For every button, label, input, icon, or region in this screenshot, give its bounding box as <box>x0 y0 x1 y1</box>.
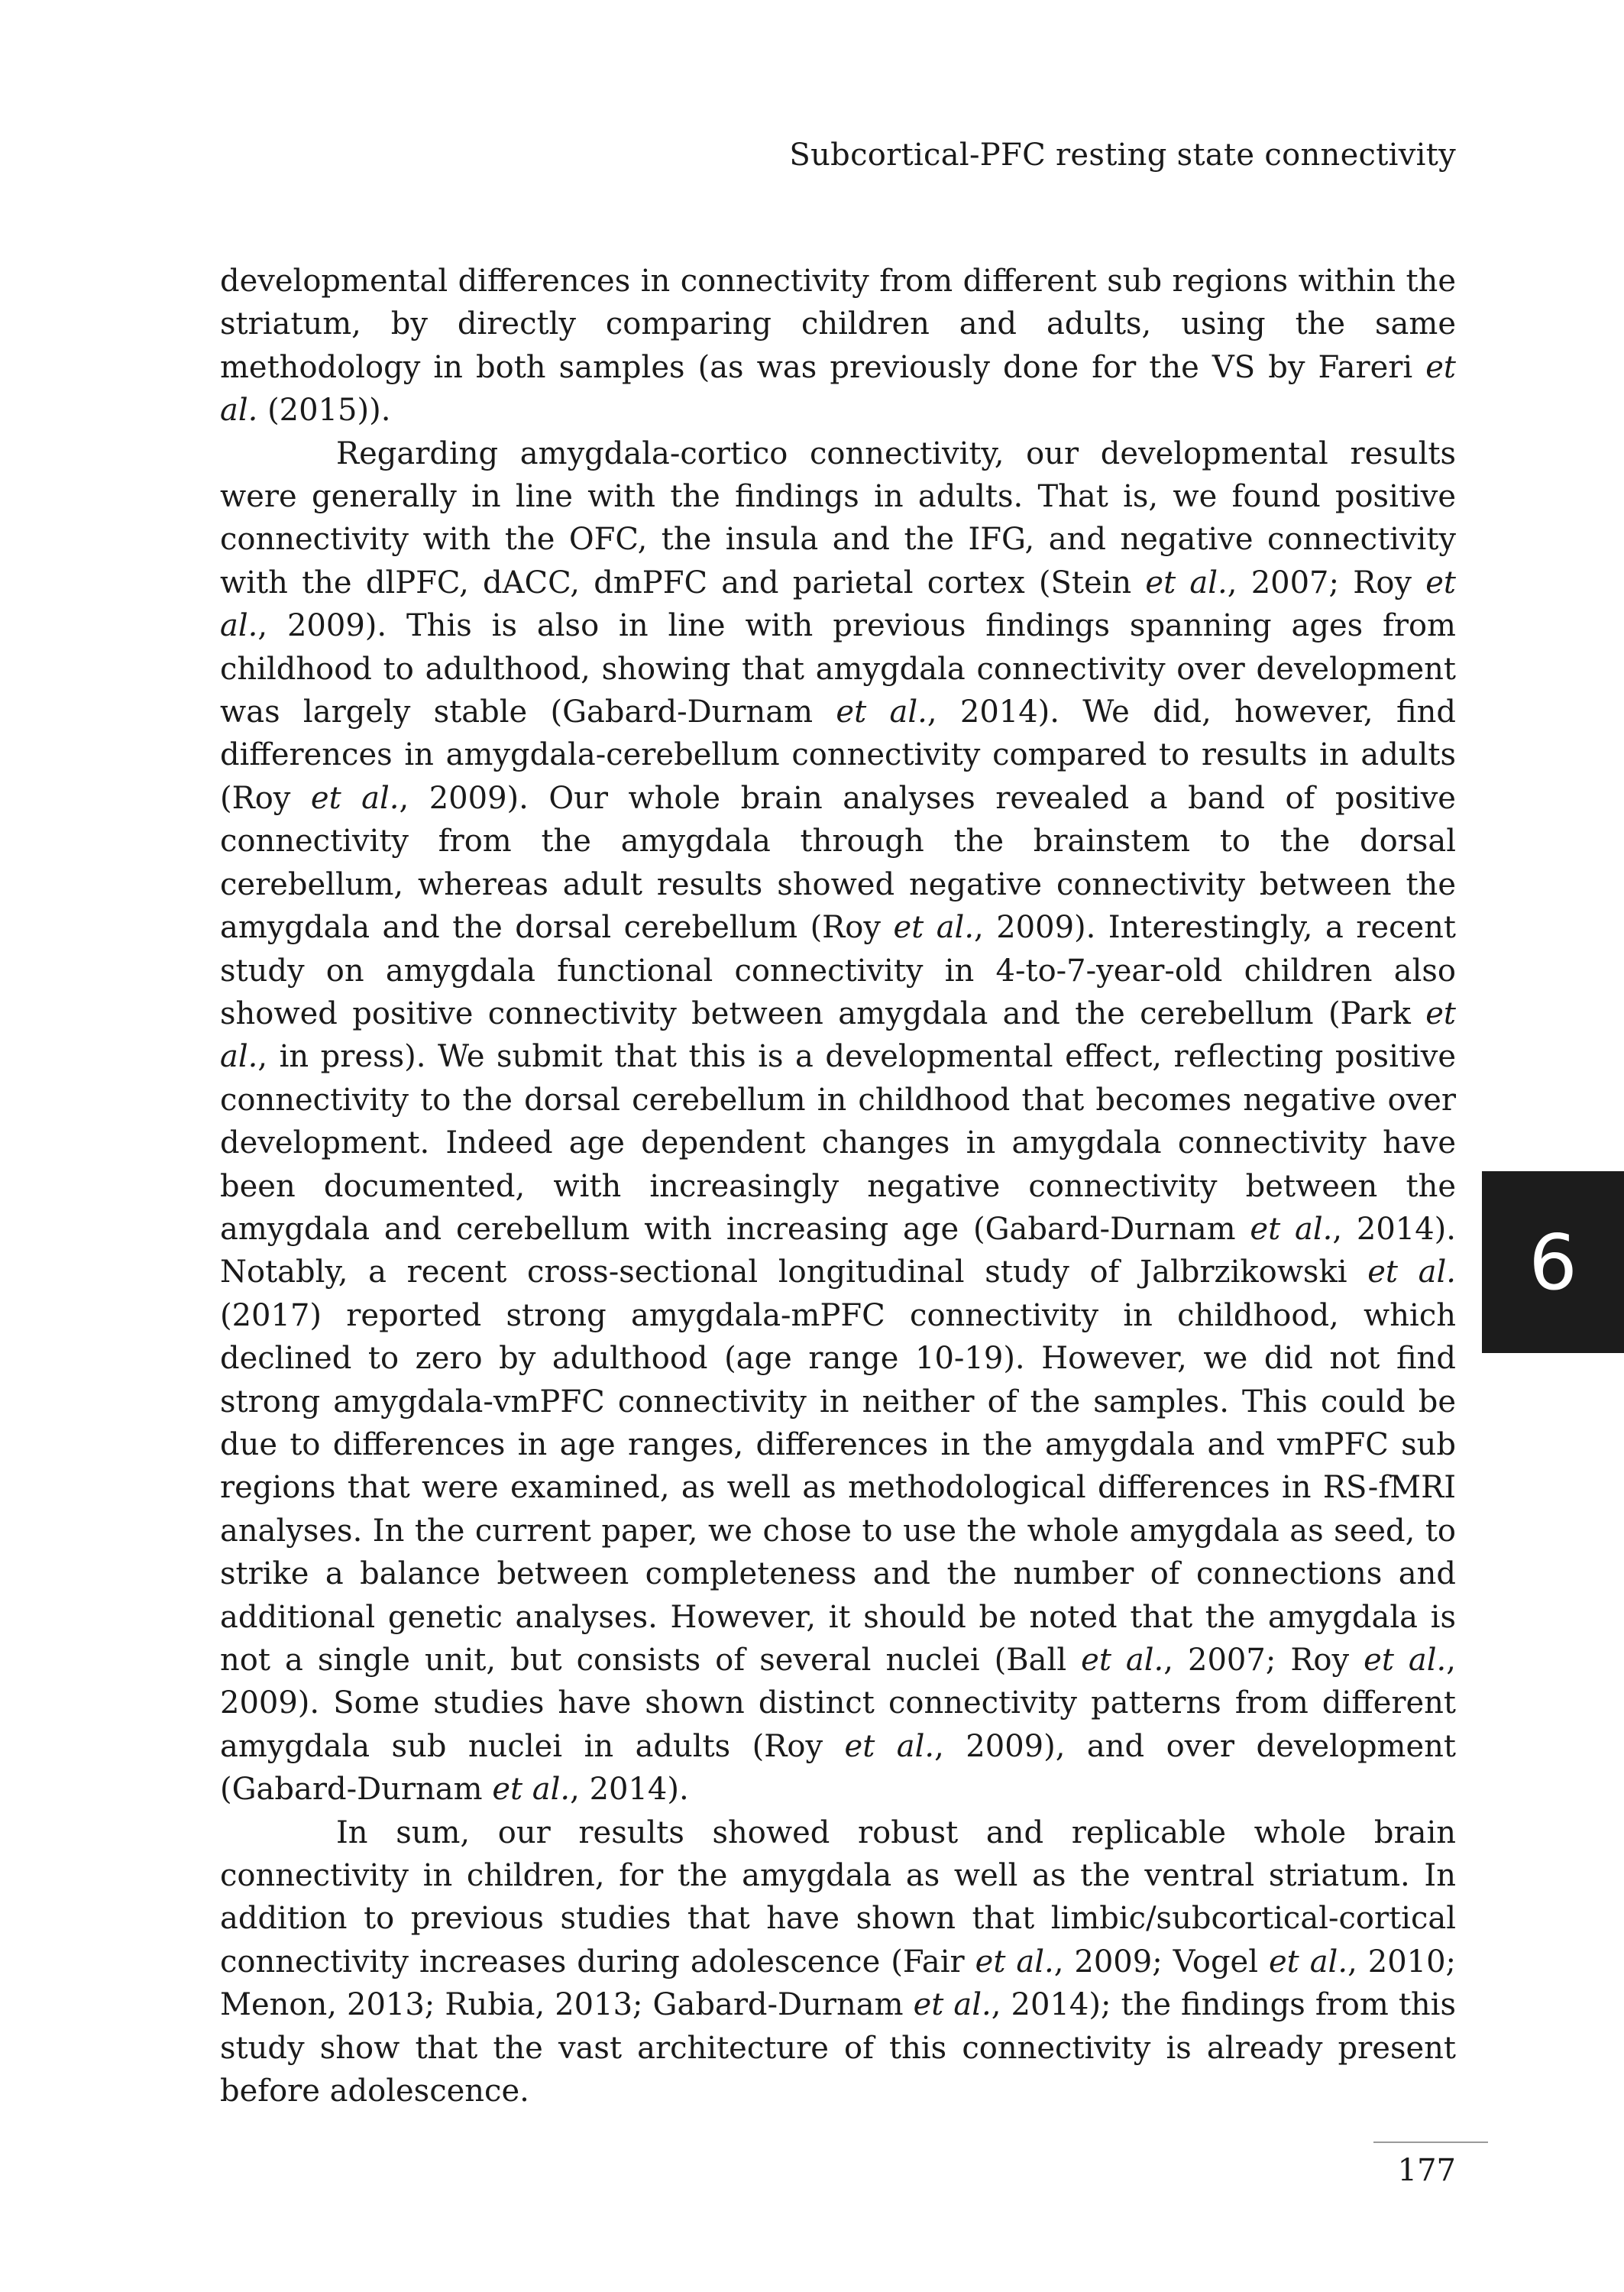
italic-citation: et al. <box>1364 1643 1447 1678</box>
text-run: , 2014). We did, however, find differences in amygdala-cerebellum connectivity compared to results in adults (Roy <box>220 694 1456 816</box>
text-run: , 2007; Roy <box>1163 1643 1364 1678</box>
text-run: (2015)). <box>257 393 391 429</box>
italic-citation: et al. <box>492 1772 571 1808</box>
text-run: , 2014). <box>570 1772 689 1808</box>
page-number: 177 <box>1397 2153 1456 2188</box>
running-head: Subcortical-PFC resting state connectivity <box>789 138 1456 173</box>
text-run: In sum, our results showed robust and replicable whole brain connectivity in children, for the amygdala as well as the ventral striatum. In addition to previous studies that have shown that limbic/subcortical-cortical connectivity increases during adolescence (Fair <box>220 1814 1456 1980</box>
italic-citation: et al. <box>975 1944 1054 1980</box>
text-run: , 2010; Menon, 2013; Rubia, 2013; Gabard-Durnam <box>220 1944 1457 2023</box>
italic-citation: et al. <box>220 349 1456 429</box>
italic-citation: et al. <box>310 780 400 816</box>
italic-citation: et al. <box>1268 1944 1348 1980</box>
text-run: , 2009), and over development (Gabard-Durnam <box>220 1728 1456 1808</box>
paragraph <box>220 260 1456 432</box>
text-run: , 2009). Interestingly, a recent study on amygdala functional connectivity in 4-to-7-year-old children also showed positive connectivity between amygdala and the cerebellum (Park <box>220 910 1456 1031</box>
italic-citation: et al. <box>836 694 927 730</box>
chapter-number: 6 <box>1529 1217 1577 1307</box>
text-run: , in press). We submit that this is a developmental effect, reflecting positive connectivity to the dorsal cerebellum in childhood that becomes negative over development. Indeed age dependent changes in amygdala connectivity have been documented, with increasingly negative connectivity between the amygdala and cerebellum with increasing age (Gabard-Durnam <box>220 1039 1456 1247</box>
italic-citation: et al. <box>1081 1643 1164 1678</box>
text-run: , 2009). Some studies have shown distinct connectivity patterns from different amygdala sub nuclei in adults (Roy <box>220 1643 1456 1764</box>
italic-citation: et al. <box>1250 1211 1333 1247</box>
paragraph <box>220 432 1456 1811</box>
text-run: , 2014); the findings from this study show that the vast architecture of this connectivity is already present before adolescence. <box>220 1987 1456 2109</box>
italic-citation: et al. <box>220 995 1456 1075</box>
text-run: , 2014). Notably, a recent cross-sectional longitudinal study of Jalbrzikowski <box>220 1211 1456 1290</box>
text-run: , 2007; Roy <box>1227 565 1426 601</box>
chapter-tab <box>1482 1171 1624 1353</box>
text-run: , 2009; Vogel <box>1053 1944 1269 1980</box>
text-run: Regarding amygdala-cortico connectivity, our developmental results were generally in line with the findings in adults. That is, we found positive connectivity with the OFC, the insula and the IFG, and negative connectivity with the dlPFC, dACC, dmPFC and parietal cortex (Stein <box>220 435 1456 601</box>
text-run: , 2009). Our whole brain analyses revealed a band of positive connectivity from the amygdala through the brainstem to the dorsal cerebellum, whereas adult results showed negative connectivity between the amygdala and the dorsal cerebellum (Roy <box>220 780 1456 946</box>
body-text <box>220 260 1456 2112</box>
paragraph <box>220 1811 1456 2113</box>
text-run: developmental differences in connectivity from different sub regions within the striatum, by directly comparing children and adults, using the same methodology in both samples (as was previously done for the VS by Fareri <box>220 264 1456 385</box>
footer-rule <box>1373 2141 1488 2143</box>
italic-citation: et al. <box>844 1728 935 1764</box>
text-run: , 2009). This is also in line with previous findings spanning ages from childhood to adulthood, showing that amygdala connectivity over development was largely stable (Gabard-Durnam <box>220 608 1456 730</box>
italic-citation: et al. <box>1367 1254 1456 1290</box>
italic-citation: et al. <box>1145 565 1228 601</box>
italic-citation: et al. <box>220 565 1456 644</box>
italic-citation: et al. <box>893 910 975 946</box>
italic-citation: et al. <box>913 1987 992 2023</box>
text-run: (2017) reported strong amygdala-mPFC connectivity in childhood, which declined to zero by adulthood (age range 10-​19). However, we did not find strong amygdala-vmPFC connectivity in neither of the samples. This could be due to differences in age ranges, differences in the amygdala and vmPFC sub regions that were examined, as well as methodological differences in RS-fMRI analyses. In the current paper, we chose to use the whole amygdala as seed, to strike a balance between completeness and the number of connections and additional genetic analyses. However, it should be noted that the amygdala is not a single unit, but consists of several nuclei (Ball <box>220 1297 1456 1678</box>
